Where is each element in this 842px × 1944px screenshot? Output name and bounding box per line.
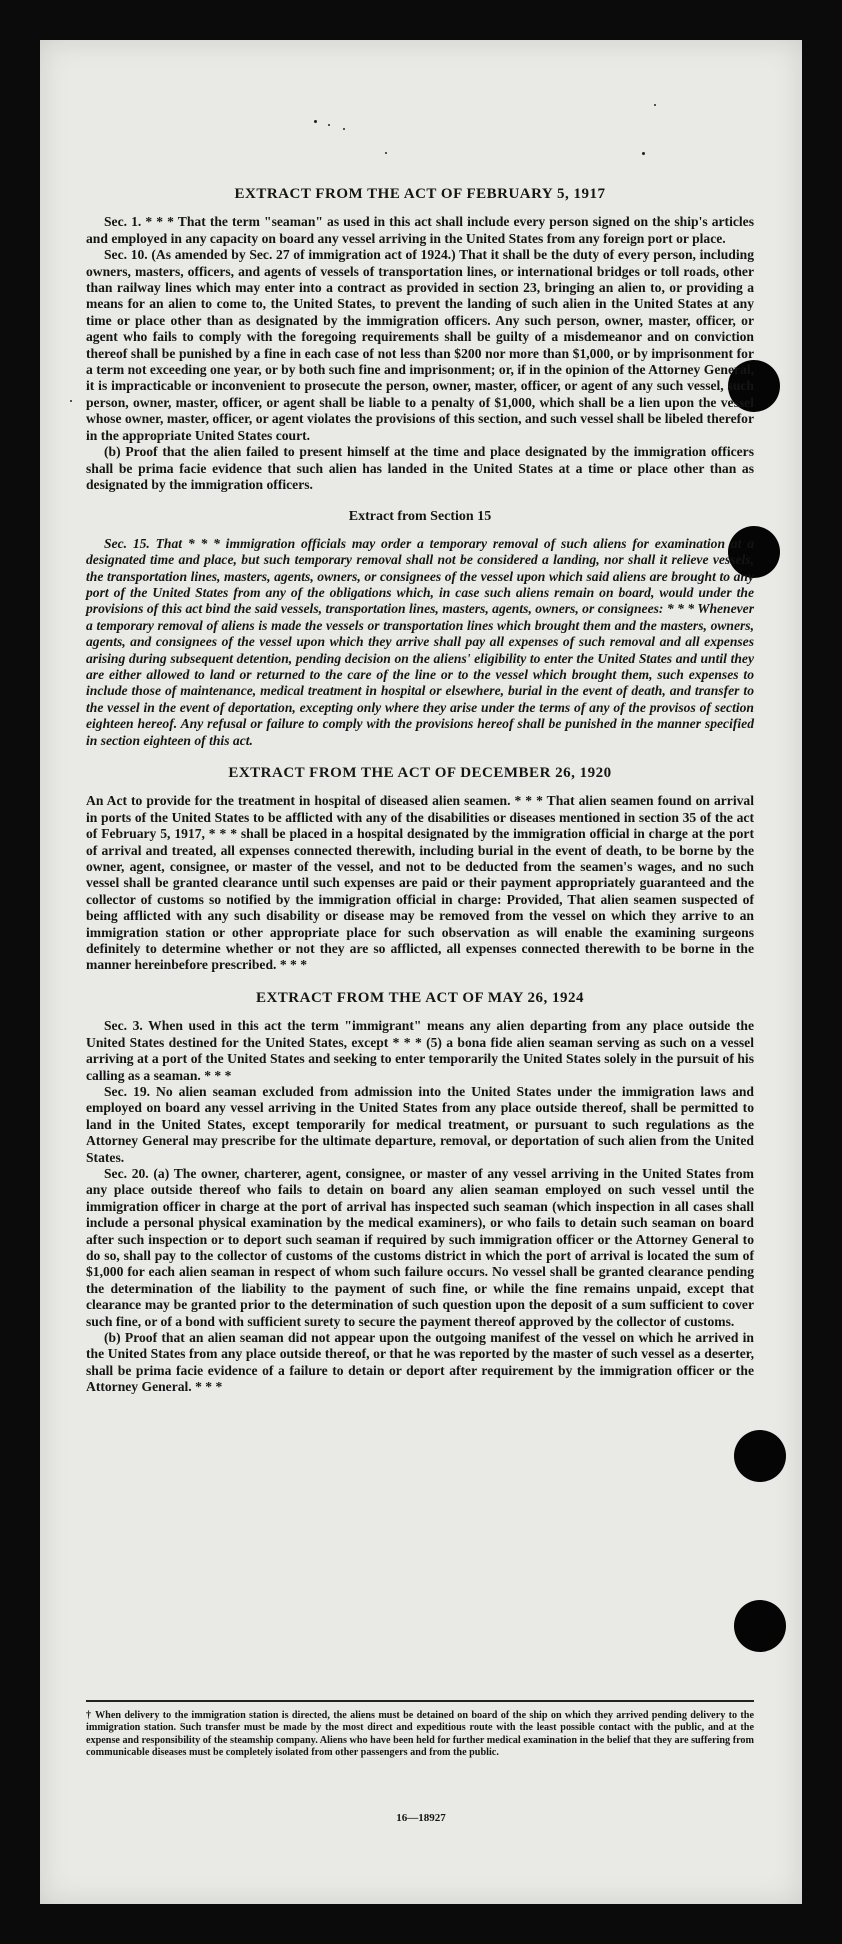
section-act-dec-1920: [86, 765, 754, 974]
paragraph: (b) Proof that the alien failed to present himself at the time and place designated by the immigration officers shall be prima facie evidence that such alien has landed in the United States at a time or place other than as designated by the immigration officers.: [86, 444, 754, 492]
section-act-may-1924: [86, 990, 754, 1396]
section-act-feb-1917: [86, 186, 754, 493]
section-heading: EXTRACT FROM THE ACT OF FEBRUARY 5, 1917: [234, 186, 606, 202]
paragraph: Sec. 19. No alien seaman excluded from admission into the United States under the immigration laws and employed on board any vessel arriving in the United States from any place outside thereof, shall be permitted to land in the United States, except temporarily for medical treatment, or pursuant to such regulations as the Attorney General may prescribe for the ultimate departure, removal, or deportation of such alien from the United States.: [86, 1083, 754, 1165]
paragraph: Sec. 3. When used in this act the term "immigrant" means any alien departing from any place outside the United States destined for the United States, except * * * (5) a bona fide alien seaman serving as such on a vessel arriving at a port of the United States and seeking to enter temporarily the United States solely in the pursuit of his calling as a seaman. * * *: [86, 1018, 754, 1083]
page-number: 16—18927: [396, 1812, 446, 1824]
section-heading: EXTRACT FROM THE ACT OF DECEMBER 26, 1920: [228, 765, 612, 781]
paragraph: Sec. 10. (As amended by Sec. 27 of immigration act of 1924.) That it shall be the duty of every person, including owners, masters, officers, and agents of vessels of transportation lines, or international bridges or toll roads, other than railway lines which may enter into a contract as provided in section 23, bringing an alien to, or providing a means for an alien to come to, the United States, to prevent the landing of such alien in the United States at any time or place other than as designated by the immigration officers. Any such person, owner, master, officer, or agent who fails to comply with the foregoing requirements shall be guilty of a misdemeanor and on conviction thereof shall be punished by a fine in each case of not less than $200 nor more than $1,000, or by imprisonment for a term not exceeding one year, or by both such fine and imprisonment; or, if in the opinion of the Attorney General, it is impracticable or inconvenient to prosecute the person, owner, master, officer, or agent of any such vessel, such person, owner, master, officer, or agent shall be liable to a penalty of $1,000, which shall be a lien upon the vessel whose owner, master, officer, or agent violates the provisions of this section, and such vessel shall be libeled therefor in the appropriate United States court.: [86, 247, 754, 443]
paragraph: Sec. 20. (a) The owner, charterer, agent, consignee, or master of any vessel arriving in the United States from any place outside thereof who fails to detain on board any alien seaman employed on such vessel until the immigration officer in charge at the port of arrival has inspected such seaman (which inspection in all cases shall include a personal physical examination by the medical examiners), or who fails to detain such seaman on board after such inspection or to deport such seaman if required by such immigration officer or the Attorney General to do so, shall pay to the collector of customs of the customs district in which the port of arrival is located the sum of $1,000 for each alien seaman in respect of whom such failure occurs. No vessel shall be granted clearance pending the determination of the liability to the payment of such fine, or while the fine remains unpaid, except that clearance may be granted prior to the determination of such question upon the deposit of a sum sufficient to cover such fine, or of a bond with sufficient surety to secure the payment thereof approved by the collector of customs.: [86, 1165, 754, 1329]
footnote: † When delivery to the immigration station is directed, the aliens must be detained on board of the ship on which they arrived pending delivery to the immigration station. Such transfer must be made by the most direct and expeditious route with the least possible contact with the public, and at the expense and responsibility of the steamship company. Aliens who have been held for further medical examination in the belief that they are suffering from communicable diseases must be completely isolated from other passengers and from the public.: [86, 1710, 754, 1759]
paragraph: Sec. 1. * * * That the term "seaman" as used in this act shall include every person signed on the ship's articles and employed in any capacity on board any vessel arriving in the United States from any foreign port or place.: [86, 214, 754, 246]
punch-hole: [734, 1600, 786, 1652]
section-subheading: Extract from Section 15: [348, 509, 492, 525]
paragraph: (b) Proof that an alien seaman did not appear upon the outgoing manifest of the vessel on which he arrived in the United States from any place outside thereof, or that he was reported by the master of such vessel as a deserter, shall be prima facie evidence of a failure to detain or deport after requirement by the immigration officer or the Attorney General. * * *: [86, 1330, 754, 1395]
paragraph: Sec. 15. That * * * immigration officials may order a temporary removal of such aliens for examination at a designated time and place, but such temporary removal shall not be considered a landing, nor shall it relieve vessels, the transportation lines, masters, agents, owners, or consignees of the vessel upon which said aliens are brought to any port of the United States from any of the obligations which, in case such aliens remain on board, would under the provisions of this act bind the said vessels, transportation lines, masters, agents, owners, or consignees: * * * Whenever a temporary removal of aliens is made the vessels or transportation lines which brought them and the masters, owners, agents, and consignees of the vessel upon which they arrive shall pay all expenses of such removal and all expenses arising during subsequent detention, pending decision on the aliens' eligibility to enter the United States and until they are either allowed to land or returned to the care of the line or to the vessel which brought them, such expenses to include those of maintenance, medical treatment in hospital or elsewhere, burial in the event of death, and transfer to the vessel in the event of deportation, excepting only where they arise under the terms of any of the provisos of section eighteen hereof. Any refusal or failure to comply with the provisions hereof shall be punished in the manner specified in section eighteen of this act.: [86, 535, 754, 748]
punch-hole: [734, 1430, 786, 1482]
document-page: [40, 40, 802, 1904]
footnote-divider: [86, 1700, 754, 1702]
section-extract-15: [86, 509, 754, 749]
paragraph: An Act to provide for the treatment in hospital of diseased alien seamen. * * * That alien seamen found on arrival in ports of the United States to be afflicted with any of the disabilities or diseases mentioned in section 35 of the act of February 5, 1917, * * * shall be placed in a hospital designated by the immigration official in charge at the port of arrival and treated, all expenses connected therewith, including burial in the event of death, to be borne by the owner, agent, consignee, or master of the vessel, and not to be deducted from the seamen's wages, and no such vessel shall be granted clearance until such expenses are paid or their payment appropriately guaranteed and the collector of customs so notified by the immigration official in charge: Provided, That alien seamen suspected of being afflicted with any such disability or disease may be removed from the vessel on which they arrive to an immigration station or other appropriate place for such observation as will enable the examining surgeons definitely to determine whether or not they are so afflicted, all expenses connected therewith to be borne in the manner hereinbefore prescribed. * * *: [86, 793, 754, 973]
section-heading: EXTRACT FROM THE ACT OF MAY 26, 1924: [255, 989, 585, 1006]
document-body: [86, 186, 754, 1412]
